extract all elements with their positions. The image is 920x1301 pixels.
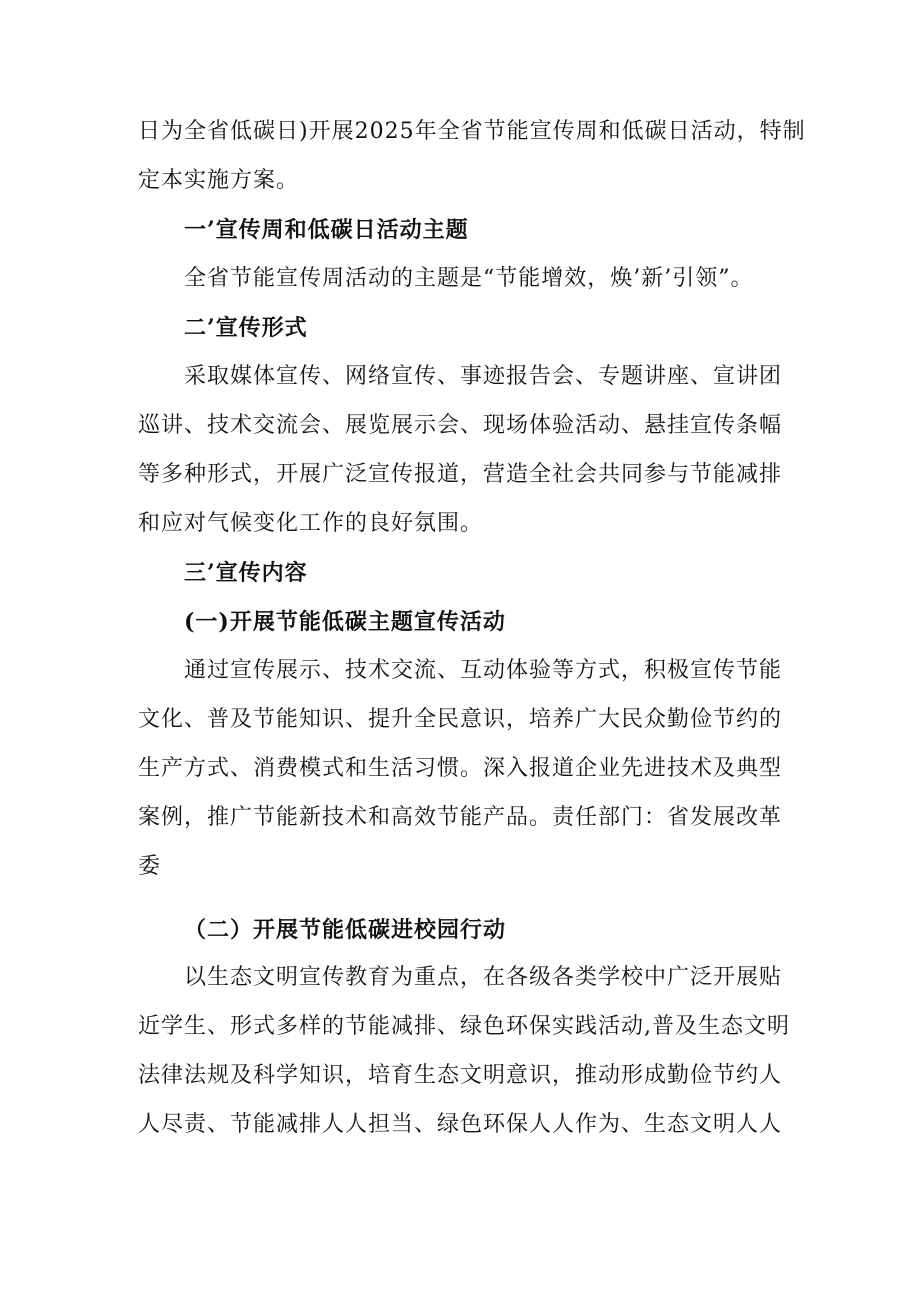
subsection-heading-2: （二）开展节能低碳进校园行动	[184, 917, 507, 943]
paragraph-line: 通过宣传展示、技术交流、互动体验等方式，积极宣传节能	[184, 658, 783, 683]
paragraph-line: 等多种形式，开展广泛宣传报道，营造全社会共同参与节能减排	[138, 462, 783, 487]
section-heading-3: 三’宣传内容	[184, 560, 308, 586]
paragraph-line: 定本实施方案。	[138, 168, 300, 193]
paragraph-line: 人尽责、节能减排人人担当、绿色环保人人作为、生态文明人人	[138, 1112, 783, 1137]
paragraph-line: 文化、普及节能知识、提升全民意识，培养广大民众勤俭节约的	[138, 707, 783, 732]
paragraph-line: 委	[138, 854, 162, 879]
paragraph-line: 生产方式、消费模式和生活习惯。深入报道企业先进技术及典型	[138, 756, 783, 781]
paragraph-line: 近学生、形式多样的节能减排、绿色环保实践活动,普及生态文明	[138, 1014, 790, 1039]
paragraph-line: 巡讲、技术交流会、展览展示会、现场体验活动、悬挂宣传条幅	[138, 413, 783, 438]
paragraph-line: 以生态文明宣传教育为重点，在各级各类学校中广泛开展贴	[184, 965, 783, 990]
section-heading-1: 一’宣传周和低碳日活动主题	[184, 217, 469, 243]
paragraph-line: 案例，推广节能新技术和高效节能产品。责任部门：省发展改革	[138, 805, 783, 830]
paragraph-line: 和应对气候变化工作的良好氛围。	[138, 511, 484, 536]
section-heading-2: 二’宣传形式	[184, 315, 308, 341]
paragraph-line: 日为全省低碳日)开展2025年全省节能宣传周和低碳日活动，特制	[138, 119, 806, 144]
paragraph-line: 全省节能宣传周活动的主题是“节能增效，焕’新’引领”。	[184, 266, 754, 291]
paragraph-line: 法律法规及科学知识，培育生态文明意识，推动形成勤俭节约人	[138, 1063, 783, 1088]
subsection-heading-1: (一)开展节能低碳主题宣传活动	[184, 609, 506, 635]
paragraph-line: 采取媒体宣传、网络宣传、事迹报告会、专题讲座、宣讲团	[184, 364, 783, 389]
